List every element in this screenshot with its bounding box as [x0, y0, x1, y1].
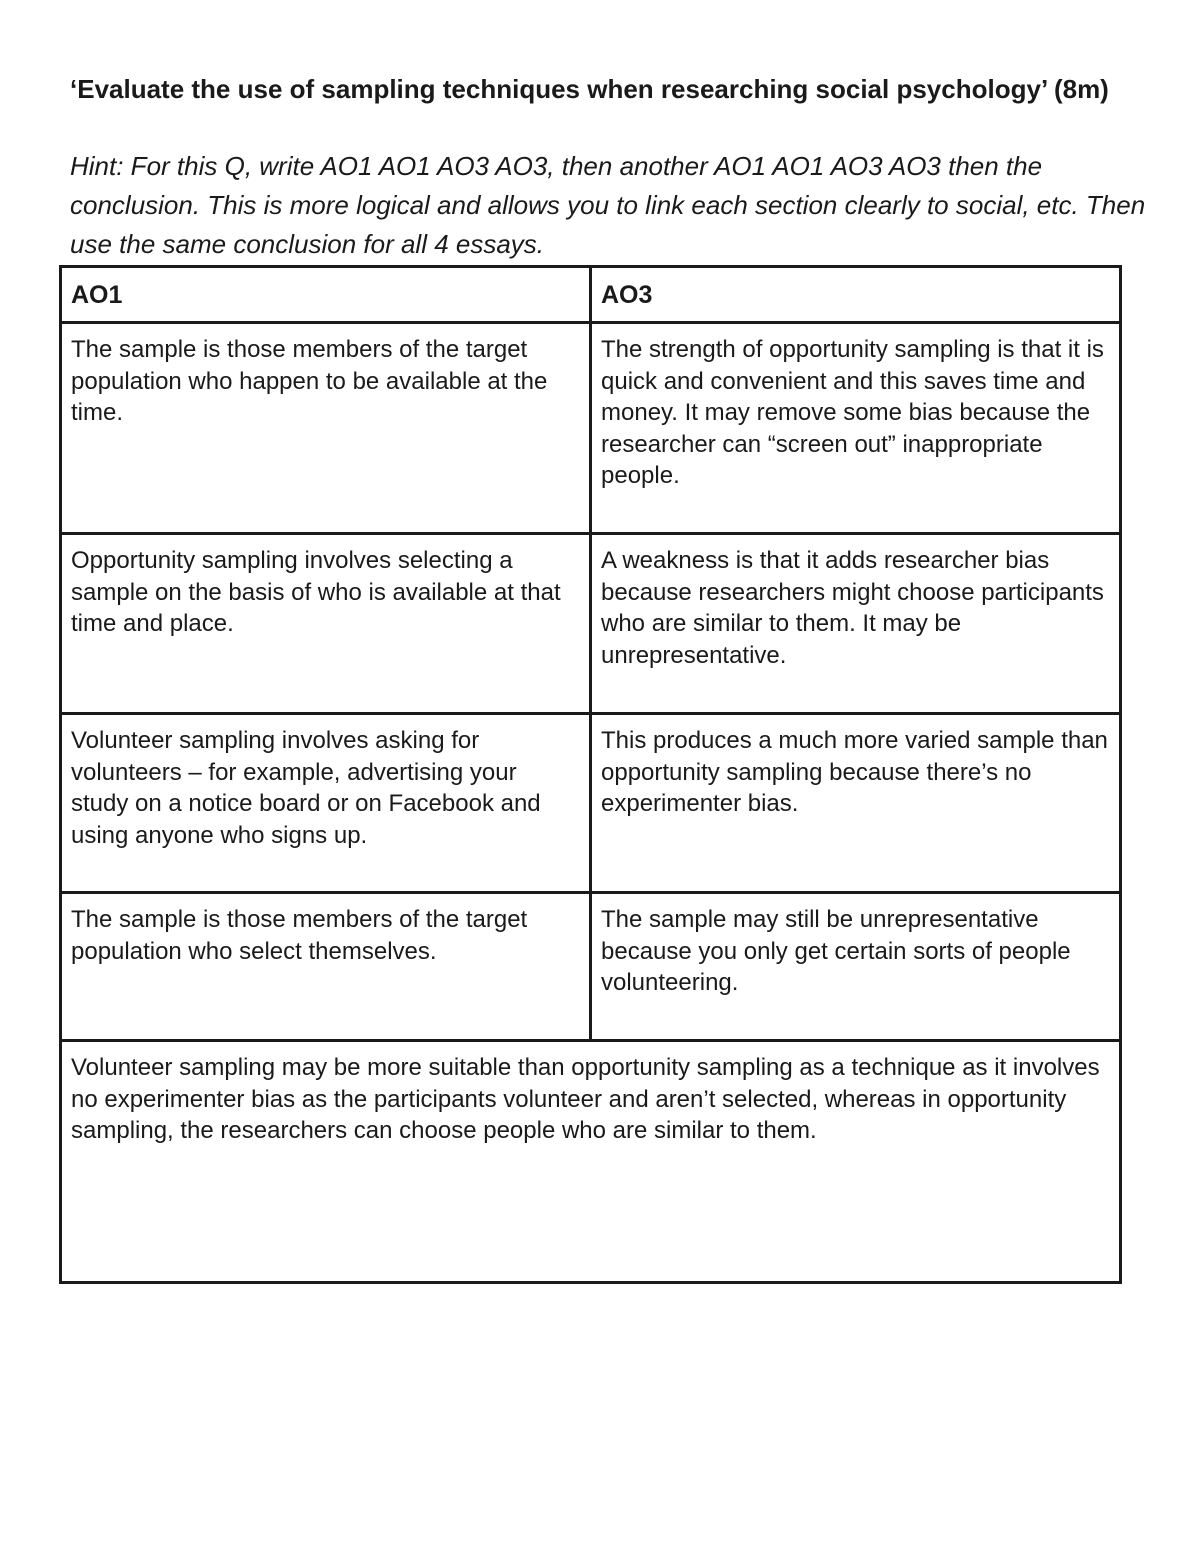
cell-ao3: The strength of opportunity sampling is that it is quick and convenient and this saves time and money. It may remove some bias because the researcher can “screen out” inappropriate people.: [591, 323, 1121, 534]
cell-ao1: Volunteer sampling involves asking for volunteers – for example, advertising your study on a notice board or on Facebook and using anyone who signs up.: [61, 714, 591, 893]
answer-table: [59, 265, 1122, 1284]
cell-ao3: The sample may still be unrepresentative because you only get certain sorts of people volunteering.: [591, 893, 1121, 1041]
cell-ao1: The sample is those members of the target population who select themselves.: [61, 893, 591, 1041]
conclusion-cell: Volunteer sampling may be more suitable than opportunity sampling as a technique as it involves no experimenter bias as the participants volunteer and aren’t selected, whereas in opportunity sampling, the researchers can choose people who are similar to them.: [61, 1041, 1121, 1283]
header-ao1: AO1: [61, 267, 591, 323]
table-row: [61, 893, 1121, 1041]
header-ao3: AO3: [591, 267, 1121, 323]
table-row: [61, 323, 1121, 534]
question-hint: Hint: For this Q, write AO1 AO1 AO3 AO3, then another AO1 AO1 AO3 AO3 then the conclusion. This is more logical and allows you to link each section clearly to social, etc. Then use the same conclusion for all 4 essays.: [70, 151, 1146, 259]
table-row: [61, 714, 1121, 893]
cell-ao3: A weakness is that it adds researcher bias because researchers might choose participants who are similar to them. It may be unrepresentative.: [591, 534, 1121, 714]
table-row: [61, 534, 1121, 714]
cell-ao1: The sample is those members of the target population who happen to be available at the time.: [61, 323, 591, 534]
table-header-row: [61, 267, 1121, 323]
question-title: ‘Evaluate the use of sampling techniques when researching social psychology’ (8m): [70, 74, 1109, 104]
conclusion-row: [61, 1041, 1121, 1283]
cell-ao1: Opportunity sampling involves selecting a sample on the basis of who is available at that time and place.: [61, 534, 591, 714]
cell-ao3: This produces a much more varied sample than opportunity sampling because there’s no experimenter bias.: [591, 714, 1121, 893]
